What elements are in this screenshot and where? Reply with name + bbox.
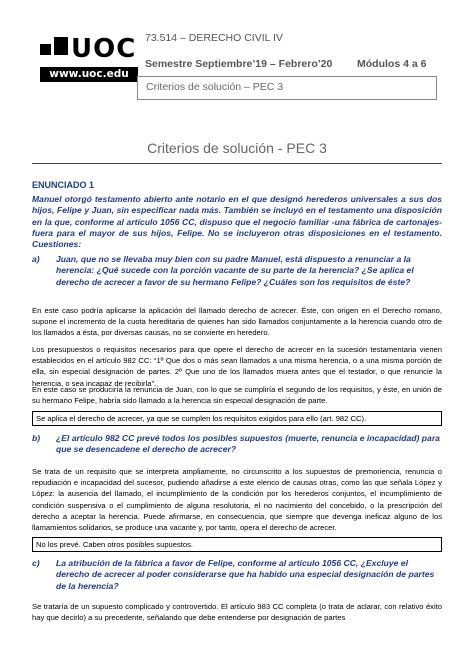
modules: Módulos 4 a 6 <box>357 58 427 70</box>
header-box-title: Criterios de solución – PEC 3 <box>146 81 284 93</box>
answer-paragraph: En este caso podría aplicarse la aplicación del llamado derecho de acrecer. Éste, con origen en el Derecho romano, supone el incremento de la cuota hereditaria de quienes han sido llamados conjuntamente a la herencia cuando otro de los llamados a ésta, por diversas causas, no se convierte en heredero. <box>32 306 442 338</box>
answer-paragraph: En este caso se produciría la renuncia de Juan, con lo que se cumpliría el segundo de los requisitos, y éste, en unión de su hermano Felipe, habría sido llamado a la herencia sin especial designación de parte. <box>32 385 442 406</box>
question-text: La atribución de la fábrica a favor de Felipe, conforme al artículo 1056 CC, ¿Excluye el derecho de acrecer al poder considerarse que ha habido una especial designación de partes de la herencia? <box>56 558 435 591</box>
statement-paragraph: Manuel otorgó testamento abierto ante notario en el que designó herederos universales a sus dos hijos, Felipe y Juan, sin especificar nada más. También se incluyó en el testamento una disposición en la que, conforme al artículo 1056 CC, dispuso que el negocio familiar -una fábrica de cartonajes- fuera para el mayor de sus hijos, Felipe. No se incluyeron otras disposiciones en el testamento. Cuestiones: <box>32 194 442 250</box>
conclusion-box: Se aplica el derecho de acrecer, ya que se cumplen los requisitos exigidos para ello (art. 982 CC). <box>32 411 442 426</box>
course-code: 73.514 – DERECHO CIVIL IV <box>145 32 283 44</box>
question-b <box>32 433 442 457</box>
logo-mark <box>40 35 138 63</box>
question-letter: c) <box>32 558 40 568</box>
question-letter: b) <box>32 433 41 443</box>
question-letter: a) <box>32 254 40 264</box>
question-a <box>32 254 442 289</box>
answer-paragraph: Se trata de un requisito que se interpreta ampliamente, no circunscrito a los supuestos de premoriencia, renuncia o repudiación e incapacidad del sucesor, pudiendo añadirse a este elenco de causas otras, como las que señala López y López: la ausencia del llamado, el incumplimiento de la condición por los herederos conjuntos, el incumplimiento de condición suspensiva o el cumplimiento de alguna resolutoria, el no nacimiento del concebido, o la prescripción del derecho a aceptar la herencia. Puede afirmarse, en consecuencia, que siempre que devenga ineficaz alguno de los llamamientos solidarios, se produce una vacante y, por tanto, opera el derecho de acrecer. <box>32 467 442 533</box>
logo-url: www.uoc.edu <box>40 67 138 82</box>
semester: Semestre Septiembre’19 – Febrero’20 <box>145 58 333 70</box>
section-heading: ENUNCIADO 1 <box>32 180 95 190</box>
question-text: Juan, que no se llevaba muy bien con su padre Manuel, está dispuesto a renunciar a la herencia: ¿Qué sucede con la porción vacante de su parte de la herencia? ¿Se aplica el derecho de acrecer a favor de su hermano Felipe? ¿Cuáles son los requisitos de éste? <box>56 254 414 287</box>
conclusion-box: No los prevé. Caben otros posibles supuestos. <box>32 537 442 552</box>
page-title: Criterios de solución - PEC 3 <box>147 140 327 156</box>
answer-paragraph: Los presupuestos o requisitos necesarios para que opere el derecho de acrecer en la sucesión testamentaria vienen establecidos en el artículo 982 CC: “1º Que dos o más sean llamados a una misma herencia, o a una misma porción de ella, sin especial designación de partes. 2º Que uno de los llamados muera antes que el testador, o que renuncie la herencia, o sea incapaz de recibirla”. <box>32 345 442 388</box>
question-text: ¿El artículo 982 CC prevé todos los posibles supuestos (muerte, renuncia e incapacidad) para que se desencadene el derecho de acrecer? <box>56 433 440 455</box>
header-title-box <box>137 76 437 100</box>
logo-brand: UOC <box>71 34 137 64</box>
answer-paragraph: Se trataría de un supuesto complicado y controvertido. El artículo 983 CC completa (o trata de aclarar, con relativo éxito hay que decirlo) a su precedente, señalando que debe entenderse por designación de partes <box>32 602 442 623</box>
title-divider <box>32 163 442 164</box>
logo-square <box>40 44 51 55</box>
question-c <box>32 558 442 593</box>
logo-square <box>54 37 68 55</box>
uoc-logo <box>40 35 138 85</box>
